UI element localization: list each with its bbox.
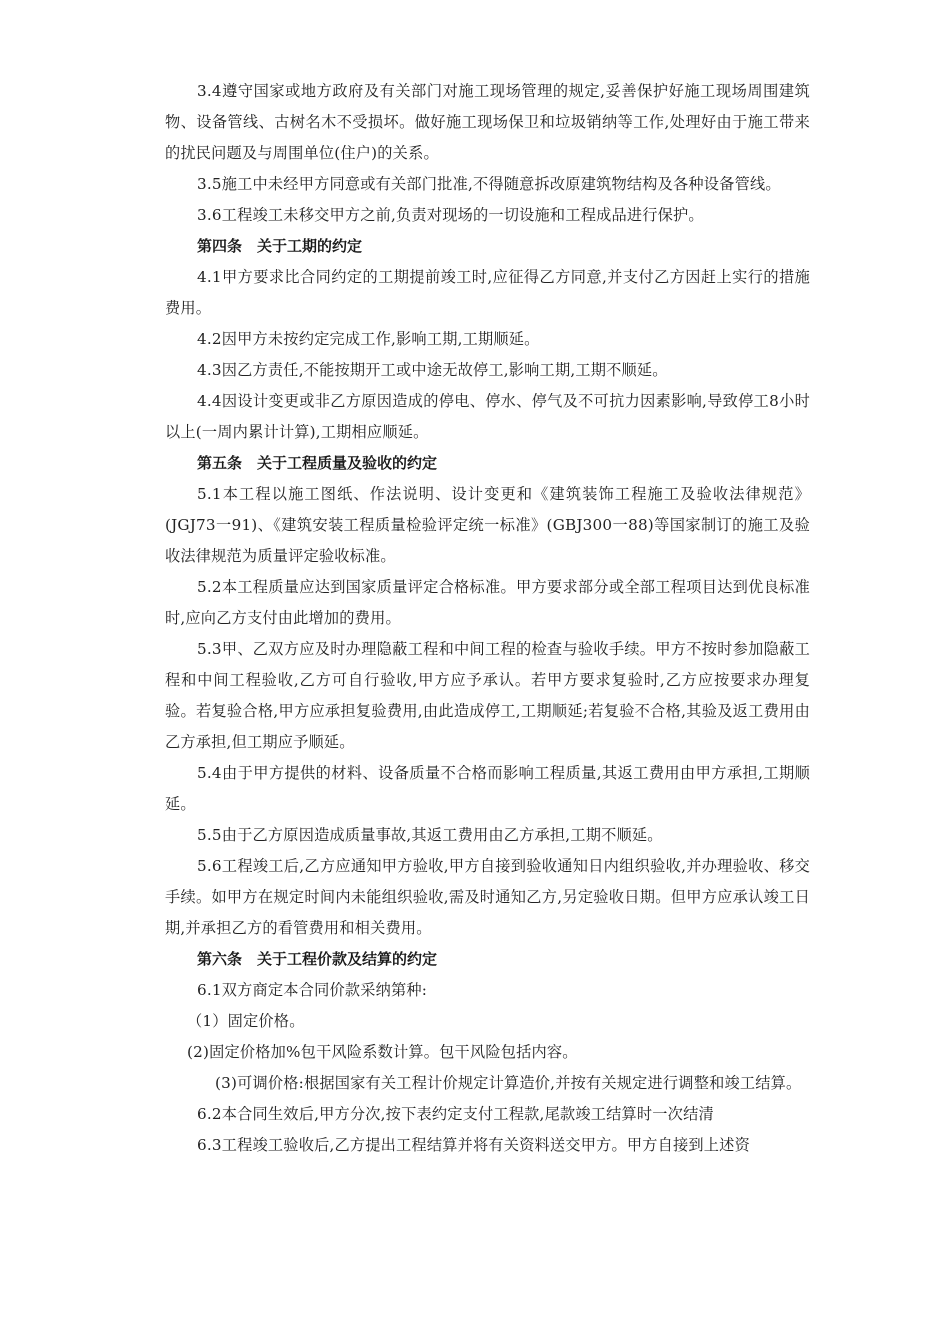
clause-5-2: 5.2本工程质量应达到国家质量评定合格标准。甲方要求部分或全部工程项目达到优良标准时,应向乙方支付由此增加的费用。 — [165, 578, 810, 627]
clause-5-6: 5.6工程竣工后,乙方应通知甲方验收,甲方自接到验收通知日内组织验收,并办理验收、移交手续。如甲方在规定时间内未能组织验收,需及时通知乙方,另定验收日期。但甲方应承认竣工日期,并承担乙方的看管费用和相关费用。 — [165, 857, 810, 937]
clause-4-1: 4.1甲方要求比合同约定的工期提前竣工时,应征得乙方同意,并支付乙方因赶上实行的措施费用。 — [165, 268, 810, 317]
clause-3-5: 3.5施工中未经甲方同意或有关部门批准,不得随意拆改原建筑物结构及各种设备管线。 — [197, 175, 781, 193]
clause-4-3: 4.3因乙方责任,不能按期开工或中途无故停工,影响工期,工期不顺延。 — [197, 361, 668, 379]
clause-3-6: 3.6工程竣工未移交甲方之前,负责对现场的一切设施和工程成品进行保护。 — [197, 206, 704, 224]
clause-6-3: 6.3工程竣工验收后,乙方提出工程结算并将有关资料送交甲方。甲方自接到上述资 — [197, 1136, 750, 1154]
clause-6-2: 6.2本合同生效后,甲方分次,按下表约定支付工程款,尾款竣工结算时一次结清 — [197, 1105, 714, 1123]
option-2: (2)固定价格加%包干风险系数计算。包干风险包括内容。 — [187, 1043, 578, 1061]
clause-5-4: 5.4由于甲方提供的材料、设备质量不合格而影响工程质量,其返工费用由甲方承担,工期顺延。 — [165, 764, 810, 813]
clause-5-1: 5.1本工程以施工图纸、作法说明、设计变更和《建筑装饰工程施工及验收法律规范》(JGJ73一91)、《建筑安装工程质量检验评定统一标准》(GBJ300一88)等国家制订的施工及验收法律规范为质量评定验收标准。 — [165, 485, 810, 565]
article-4-heading: 第四条 关于工期的约定 — [197, 237, 363, 255]
clause-6-1: 6.1双方商定本合同价款采纳第种: — [197, 981, 428, 999]
option-1: （1）固定价格。 — [187, 1012, 305, 1030]
option-3: (3)可调价格:根据国家有关工程计价规定计算造价,并按有关规定进行调整和竣工结算。 — [215, 1074, 802, 1092]
clause-4-4: 4.4因设计变更或非乙方原因造成的停电、停水、停气及不可抗力因素影响,导致停工8小时以上(一周内累计计算),工期相应顺延。 — [165, 392, 810, 441]
clause-3-4: 3.4遵守国家或地方政府及有关部门对施工现场管理的规定,妥善保护好施工现场周围建筑物、设备管线、古树名木不受损坏。做好施工现场保卫和垃圾销纳等工作,处理好由于施工带来的扰民问题及与周围单位(住户)的关系。 — [165, 82, 810, 162]
clause-5-3: 5.3甲、乙双方应及时办理隐蔽工程和中间工程的检查与验收手续。甲方不按时参加隐蔽工程和中间工程验收,乙方可自行验收,甲方应予承认。若甲方要求复验时,乙方应按要求办理复验。若复验合格,甲方应承担复验费用,由此造成停工,工期顺延;若复验不合格,其验及返工费用由乙方承担,但工期应予顺延。 — [165, 640, 810, 751]
article-6-heading: 第六条 关于工程价款及结算的约定 — [197, 950, 438, 968]
clause-5-5: 5.5由于乙方原因造成质量事故,其返工费用由乙方承担,工期不顺延。 — [197, 826, 663, 844]
clause-4-2: 4.2因甲方未按约定完成工作,影响工期,工期顺延。 — [197, 330, 540, 348]
document-page — [165, 76, 810, 1161]
article-5-heading: 第五条 关于工程质量及验收的约定 — [197, 454, 438, 472]
